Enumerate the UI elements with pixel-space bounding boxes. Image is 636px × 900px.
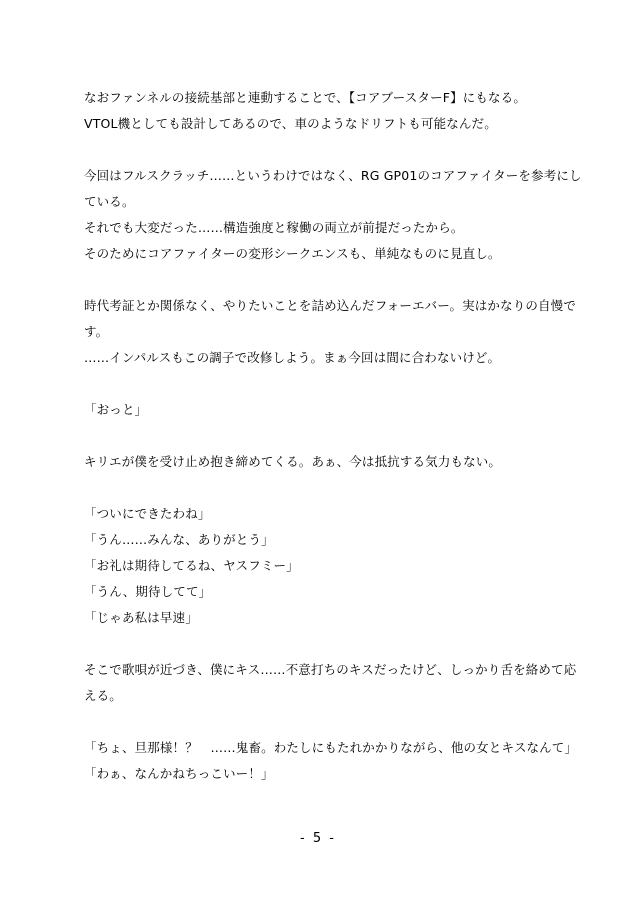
text-line: す。 xyxy=(84,324,109,339)
blank-line xyxy=(84,137,564,163)
blank-line xyxy=(84,709,564,735)
text-line: える。 xyxy=(84,688,122,703)
dialogue-line: 「ちょ、旦那様！？ ……鬼畜。わたしにもたれかかりながら、他の女とキスなんて」 xyxy=(84,740,578,755)
dialogue-line: 「わぁ、なんかねちっこいー！」 xyxy=(84,766,274,781)
text-line: それでも大変だった……構造強度と稼働の両立が前提だったから。 xyxy=(84,220,464,235)
text-line: そこで歌唄が近づき、僕にキス……不意打ちのキスだったけど、しっかり舌を絡めて応 xyxy=(84,662,577,677)
document-body xyxy=(84,85,582,787)
text-line: そのためにコアファイターの変形シークエンスも、単純なものに見直し。 xyxy=(84,246,501,261)
page-number: - 5 - xyxy=(300,831,336,846)
dialogue-line: 「うん……みんな、ありがとう」 xyxy=(84,532,274,547)
dialogue-line: 「うん、期待してて」 xyxy=(84,584,212,599)
text-line: VTOL機としても設計してあるので、車のようなドリフトも可能なんだ。 xyxy=(84,116,497,131)
text-line: 今回はフルスクラッチ……というわけではなく、RG GP01のコアファイターを参考にし xyxy=(84,168,582,183)
dialogue-line: 「おっと」 xyxy=(84,402,148,417)
text-line: ている。 xyxy=(84,194,135,209)
dialogue-line: 「ついにできたわね」 xyxy=(84,506,211,521)
blank-line xyxy=(84,267,564,293)
blank-line xyxy=(84,371,564,397)
blank-line xyxy=(84,423,564,449)
text-line: ……インパルスもこの調子で改修しよう。まぁ今回は間に合わないけど。 xyxy=(84,350,501,365)
text-line: 時代考証とか関係なく、やりたいことを詰め込んだフォーエバー。実はかなりの自慢で xyxy=(84,298,576,313)
blank-line xyxy=(84,631,564,657)
dialogue-line: 「お礼は期待してるね、ヤスフミー」 xyxy=(84,558,299,573)
dialogue-line: 「じゃあ私は早速」 xyxy=(84,610,198,625)
text-line: キリエが僕を受け止め抱き締めてくる。あぁ、今は抵抗する気力もない。 xyxy=(84,454,502,469)
text-line: なおファンネルの接続基部と連動することで、【コアブースターF】にもなる。 xyxy=(84,90,526,105)
blank-line xyxy=(84,475,564,501)
